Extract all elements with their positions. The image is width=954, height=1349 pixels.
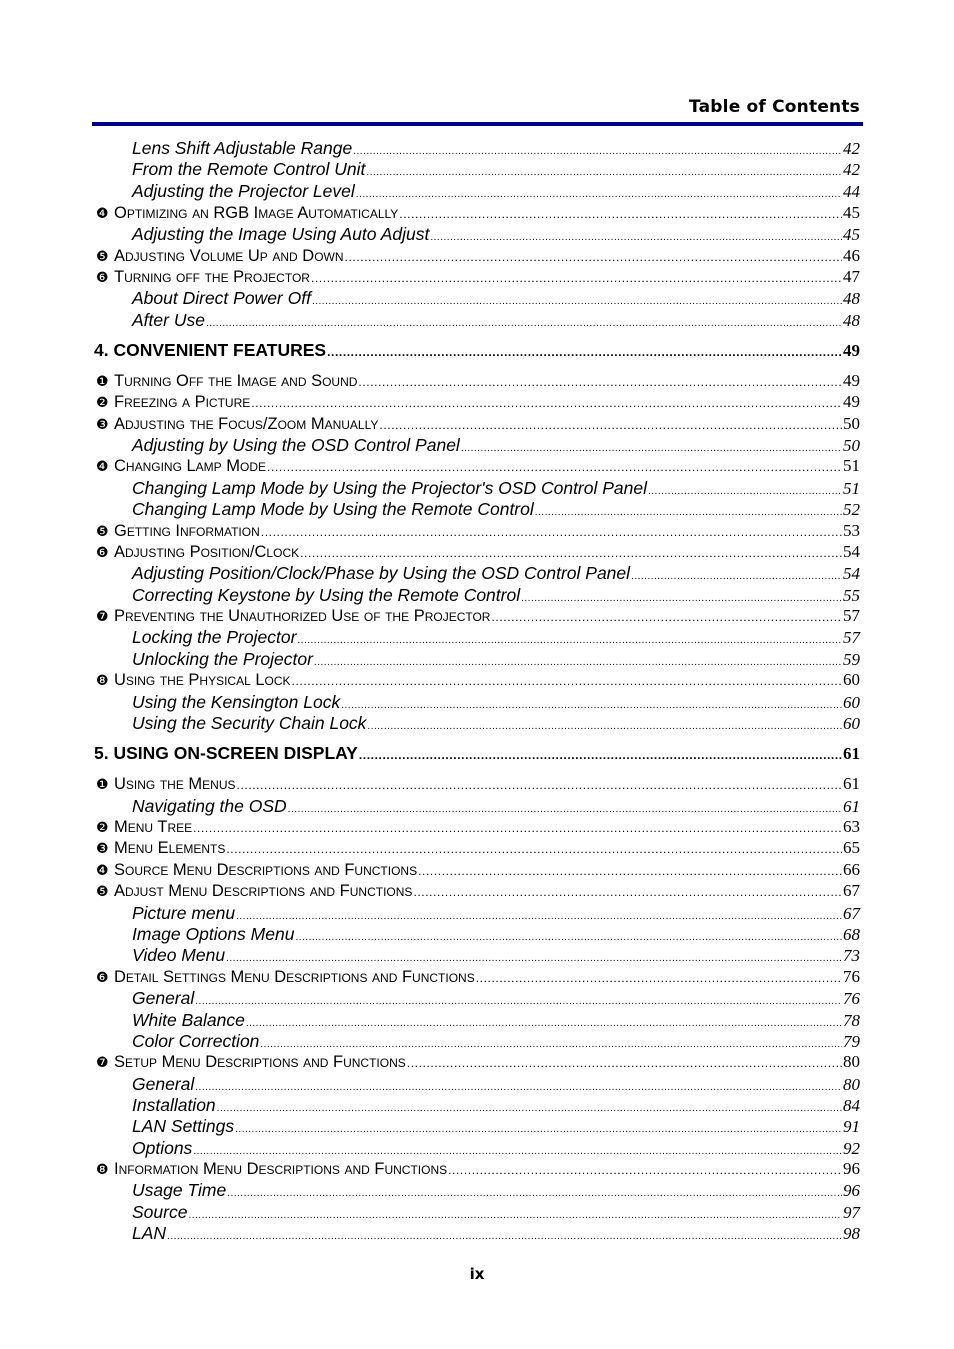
toc-entry-title: [92, 1137, 192, 1159]
toc-entry-label: From the Remote Control Unit: [132, 159, 366, 179]
toc-entry-page: 97: [843, 1203, 860, 1222]
toc-entry[interactable]: [92, 137, 860, 159]
toc-entry-label: Navigating the OSD: [132, 796, 287, 816]
bullet-number-icon: ❺: [96, 524, 109, 540]
toc-entry-title: [92, 1115, 234, 1137]
toc-entry-page: 67: [843, 904, 860, 923]
toc-entry-page: 42: [843, 160, 860, 179]
toc-entry-page: 54: [843, 564, 860, 583]
toc-entry[interactable]: [92, 1094, 860, 1116]
toc-entry-label: Image Options Menu: [132, 924, 295, 944]
toc-entry-title: [92, 923, 294, 945]
toc-entry[interactable]: [92, 669, 860, 691]
toc-entry-page: 45: [843, 203, 860, 222]
toc-entry-title: [92, 498, 534, 520]
toc-entry[interactable]: [92, 1030, 860, 1052]
toc-entry-page: 59: [843, 650, 860, 669]
toc-entry-label: Turning Off the Image and Sound: [114, 372, 358, 390]
toc-entry-label: Freezing a Picture: [114, 393, 251, 411]
toc-entry-page: 49: [843, 392, 860, 411]
toc-entry-label: White Balance: [132, 1010, 245, 1030]
toc-entry[interactable]: [92, 287, 860, 309]
toc-entry-title: [92, 1073, 194, 1095]
toc-entry-title: [92, 1009, 245, 1031]
toc-entry-label: Installation: [132, 1095, 216, 1115]
toc-entry-label: Optimizing an RGB Image Automatically: [114, 204, 399, 222]
toc-entry-label: General: [132, 988, 195, 1008]
toc-entry[interactable]: [92, 1051, 860, 1073]
bullet-number-icon: ❶: [96, 374, 109, 390]
toc-entry-title: [92, 391, 250, 414]
toc-entry-label: Menu Tree: [114, 818, 193, 836]
toc-entry-page: 91: [843, 1117, 860, 1136]
dot-leader: [251, 392, 842, 414]
toc-entry[interactable]: [92, 944, 860, 966]
toc-entry-title: [92, 712, 366, 734]
toc-entry-label: Changing Lamp Mode by Using the Projector's OSD Control Panel: [132, 478, 647, 498]
toc-entry-label: Correcting Keystone by Using the Remote Control: [132, 585, 521, 605]
page-header-title: Table of Contents: [689, 97, 860, 117]
toc-entry[interactable]: [92, 1073, 860, 1095]
toc-entry-page: 80: [843, 1052, 860, 1071]
toc-entry-label: Adjusting the Image Using Auto Adjust: [132, 224, 430, 244]
toc-entry-label: Lens Shift Adjustable Range: [132, 138, 353, 158]
toc-entry-title: [92, 837, 225, 860]
toc-entry-page: 51: [843, 479, 860, 498]
toc-entry-page: 51: [843, 456, 860, 475]
dot-leader: [206, 313, 842, 335]
toc-entry[interactable]: [92, 966, 860, 988]
toc-entry-title: [92, 434, 460, 456]
toc-entry-page: 80: [843, 1075, 860, 1094]
toc-entry-title: [92, 1094, 216, 1116]
bullet-number-icon: ❻: [96, 970, 109, 986]
toc-entry-title: [92, 966, 475, 989]
toc-entry-page: 54: [843, 542, 860, 561]
toc-entry-page: 47: [843, 267, 860, 286]
toc-entry[interactable]: [92, 223, 860, 245]
toc-entry-page: 61: [843, 797, 860, 816]
dot-leader: [413, 881, 842, 903]
toc-entry-label: Changing Lamp Mode: [114, 457, 267, 475]
toc-entry-label: Options: [132, 1138, 193, 1158]
toc-entry-page: 63: [843, 817, 860, 836]
dot-leader: [476, 967, 842, 989]
toc-entry-label: Detail Settings Menu Descriptions and Functions: [114, 968, 475, 986]
toc-entry[interactable]: [92, 477, 860, 499]
toc-entry-title: [92, 202, 398, 225]
toc-entry-label: Getting Information: [114, 522, 260, 540]
toc-entry-page: 66: [843, 860, 860, 879]
toc-entry[interactable]: [92, 158, 860, 180]
toc-entry-label: Unlocking the Projector: [132, 649, 313, 669]
toc-entry-title: [92, 137, 352, 159]
dot-leader: [261, 521, 842, 543]
toc-entry-label: After Use: [132, 310, 205, 330]
toc-entry[interactable]: [92, 626, 860, 648]
bullet-number-icon: ❸: [96, 417, 109, 433]
bullet-number-icon: ❹: [96, 459, 109, 475]
toc-entry-page: 60: [843, 670, 860, 689]
toc-entry-label: Changing Lamp Mode by Using the Remote Control: [132, 499, 534, 519]
bullet-number-icon: ❺: [96, 884, 109, 900]
toc-entry-label: Information Menu Descriptions and Functions: [114, 1160, 448, 1178]
toc-entry-title: [92, 455, 266, 478]
dot-leader: [358, 371, 842, 393]
toc-entry-label: 4. CONVENIENT FEATURES: [94, 340, 327, 360]
bullet-number-icon: ❹: [96, 863, 109, 879]
bullet-number-icon: ❷: [96, 820, 109, 836]
bullet-number-icon: ❷: [96, 395, 109, 411]
toc-entry[interactable]: [92, 391, 860, 413]
toc-entry-label: Using the Security Chain Lock: [132, 713, 367, 733]
toc-entry[interactable]: [92, 370, 860, 392]
toc-entry-label: Preventing the Unauthorized Use of the Projector: [114, 607, 491, 625]
toc-entry[interactable]: [92, 584, 860, 606]
toc-entry[interactable]: [92, 816, 860, 838]
toc-entry-page: 44: [843, 182, 860, 201]
dot-leader: [399, 203, 842, 225]
toc-entry-label: Menu Elements: [114, 839, 226, 857]
toc-entry-title: [92, 987, 194, 1009]
toc-entry-page: 78: [843, 1011, 860, 1030]
toc-entry-title: [92, 223, 429, 245]
toc-entry[interactable]: [92, 245, 860, 267]
toc-entry-title: [92, 370, 357, 393]
toc-entry-title: [92, 648, 313, 670]
toc-entry-page: 57: [843, 628, 860, 647]
toc-entry[interactable]: [92, 880, 860, 902]
toc-entry-title: [92, 859, 417, 882]
toc-entry-title: [92, 1201, 187, 1223]
toc-entry-title: [92, 309, 205, 331]
toc-entry-label: Source Menu Descriptions and Functions: [114, 861, 418, 879]
dot-leader: [311, 267, 842, 289]
toc-entry-title: [92, 339, 326, 361]
toc-entry-title: [92, 880, 412, 903]
toc-entry-label: Adjusting by Using the OSD Control Panel: [132, 435, 460, 455]
bullet-number-icon: ❼: [96, 1055, 109, 1071]
toc-entry[interactable]: [92, 266, 860, 288]
toc-entry[interactable]: [92, 1115, 860, 1137]
dot-leader: [237, 774, 842, 796]
toc-entry-title: [92, 742, 358, 764]
toc-entry-page: 84: [843, 1096, 860, 1115]
toc-entry-title: [92, 1158, 447, 1181]
bullet-number-icon: ❹: [96, 206, 109, 222]
bullet-number-icon: ❺: [96, 249, 109, 265]
toc-entry-label: Adjust Menu Descriptions and Functions: [114, 882, 413, 900]
toc-entry-title: [92, 1030, 259, 1052]
toc-entry-page: 46: [843, 246, 860, 265]
toc-entry[interactable]: [92, 605, 860, 627]
toc-entry-label: Usage Time: [132, 1180, 227, 1200]
toc-entry[interactable]: [92, 413, 860, 435]
toc-entry-page: 76: [843, 967, 860, 986]
toc-entry-page: 79: [843, 1032, 860, 1051]
toc-entry-label: Setup Menu Descriptions and Functions: [114, 1053, 406, 1071]
dot-leader: [359, 744, 842, 766]
header-rule: [92, 122, 863, 126]
toc-entry-page: 48: [843, 289, 860, 308]
toc-entry-page: 76: [843, 989, 860, 1008]
toc-entry-page: 49: [843, 371, 860, 390]
page-number: ix: [469, 1265, 485, 1283]
bullet-number-icon: ❻: [96, 270, 109, 286]
toc-entry-title: [92, 626, 296, 648]
dot-leader: [167, 1226, 842, 1248]
toc-entry-page: 68: [843, 925, 860, 944]
toc-entry-page: 92: [843, 1139, 860, 1158]
toc-entry-title: [92, 944, 225, 966]
toc-entry-label: Video Menu: [132, 945, 226, 965]
toc-entry[interactable]: [92, 1137, 860, 1159]
toc-entry-title: [92, 1179, 226, 1201]
toc-entry-title: [92, 691, 340, 713]
toc-entry[interactable]: [92, 902, 860, 924]
toc-entry[interactable]: [92, 773, 860, 795]
toc-entry[interactable]: [92, 339, 860, 361]
toc-entry[interactable]: [92, 742, 860, 764]
toc-entry-label: Adjusting the Projector Level: [132, 181, 355, 201]
toc-entry-page: 60: [843, 714, 860, 733]
dot-leader: [367, 716, 842, 738]
toc-entry-page: 73: [843, 946, 860, 965]
toc-entry-title: [92, 266, 310, 289]
toc-entry-title: [92, 773, 236, 796]
dot-leader: [407, 1052, 842, 1074]
toc-entry[interactable]: [92, 691, 860, 713]
toc-entry[interactable]: [92, 434, 860, 456]
toc-entry[interactable]: [92, 859, 860, 881]
toc-entry-title: [92, 605, 490, 628]
bullet-number-icon: ❶: [96, 777, 109, 793]
toc-entry-title: [92, 669, 291, 692]
toc-entry[interactable]: [92, 795, 860, 817]
toc-entry-label: Using the Menus: [114, 775, 236, 793]
toc-entry-title: [92, 477, 647, 499]
toc-entry-label: Color Correction: [132, 1031, 260, 1051]
toc-entry-page: 67: [843, 881, 860, 900]
toc-entry-label: Adjusting Volume Up and Down: [114, 247, 344, 265]
toc-entry-title: [92, 158, 365, 180]
toc-entry-page: 96: [843, 1181, 860, 1200]
toc-entry[interactable]: [92, 648, 860, 670]
toc-entry[interactable]: [92, 202, 860, 224]
toc-entry-page: 55: [843, 586, 860, 605]
toc-entry-page: 52: [843, 500, 860, 519]
toc-entry-page: 45: [843, 225, 860, 244]
toc-entry-label: Source: [132, 1202, 188, 1222]
dot-leader: [327, 341, 842, 363]
toc-entry-page: 57: [843, 606, 860, 625]
toc-entry-page: 50: [843, 414, 860, 433]
dot-leader: [300, 542, 842, 564]
toc-entry[interactable]: [92, 520, 860, 542]
toc-entry-page: 60: [843, 693, 860, 712]
toc-entry-label: General: [132, 1074, 195, 1094]
toc-entry-title: [92, 541, 299, 564]
dot-leader: [226, 838, 842, 860]
toc-entry-title: [92, 584, 520, 606]
toc-entry-page: 61: [843, 774, 860, 793]
dot-leader: [193, 817, 842, 839]
toc-entry[interactable]: [92, 1158, 860, 1180]
toc-entry-title: [92, 413, 378, 436]
toc-entry[interactable]: [92, 498, 860, 520]
toc-entry-label: Adjusting Position/Clock/Phase by Using the OSD Control Panel: [132, 563, 631, 583]
toc-entry-title: [92, 1051, 406, 1074]
toc-entry[interactable]: [92, 837, 860, 859]
toc-entry[interactable]: [92, 1222, 860, 1244]
toc-entry[interactable]: [92, 562, 860, 584]
toc-entry-page: 65: [843, 838, 860, 857]
dot-leader: [448, 1159, 842, 1181]
toc-entry[interactable]: [92, 455, 860, 477]
toc-entry-label: Using the Kensington Lock: [132, 692, 341, 712]
dot-leader: [267, 456, 842, 478]
toc-entry[interactable]: [92, 923, 860, 945]
toc-entry[interactable]: [92, 987, 860, 1009]
toc-entry-label: LAN: [132, 1223, 167, 1243]
toc-entry[interactable]: [92, 309, 860, 331]
bullet-number-icon: ❽: [96, 1162, 109, 1178]
toc-entry-label: LAN Settings: [132, 1116, 235, 1136]
bullet-number-icon: ❼: [96, 609, 109, 625]
toc-entry-page: 42: [843, 139, 860, 158]
dot-leader: [418, 860, 842, 882]
bullet-number-icon: ❽: [96, 673, 109, 689]
toc-entry-title: [92, 245, 344, 268]
toc-entry-label: Adjusting Position/Clock: [114, 543, 300, 561]
toc-entry-title: [92, 1222, 166, 1244]
toc-entry-title: [92, 180, 355, 202]
toc-entry-label: Picture menu: [132, 903, 236, 923]
toc-entry[interactable]: [92, 1179, 860, 1201]
toc-entry-label: Adjusting the Focus/Zoom Manually: [114, 415, 379, 433]
toc-entry-page: 98: [843, 1224, 860, 1243]
toc-entry[interactable]: [92, 180, 860, 202]
toc-entry-page: 49: [843, 341, 860, 360]
toc-entry-title: [92, 795, 287, 817]
toc-entry[interactable]: [92, 1009, 860, 1031]
toc-entry[interactable]: [92, 541, 860, 563]
toc-entry-page: 53: [843, 521, 860, 540]
toc-entry-label: About Direct Power Off: [132, 288, 311, 308]
toc-entry-page: 96: [843, 1159, 860, 1178]
bullet-number-icon: ❻: [96, 545, 109, 561]
toc-entry-page: 50: [843, 436, 860, 455]
toc-entry-label: Locking the Projector: [132, 627, 297, 647]
toc-entry-label: Turning off the Projector: [114, 268, 310, 286]
toc-entry-title: [92, 520, 260, 543]
bullet-number-icon: ❸: [96, 841, 109, 857]
toc-entry-label: Using the Physical Lock: [114, 671, 291, 689]
dot-leader: [491, 606, 842, 628]
toc-entry-title: [92, 287, 311, 309]
toc-entry-page: 48: [843, 311, 860, 330]
dot-leader: [345, 246, 842, 268]
toc-entry[interactable]: [92, 1201, 860, 1223]
dot-leader: [292, 670, 842, 692]
toc-entry-page: 61: [843, 744, 860, 763]
toc-entry-label: 5. USING ON-SCREEN DISPLAY: [94, 743, 358, 763]
toc-entry-title: [92, 816, 192, 839]
toc-entry-title: [92, 562, 630, 584]
toc-entry[interactable]: [92, 712, 860, 734]
toc-entry-title: [92, 902, 235, 924]
dot-leader: [379, 414, 842, 436]
